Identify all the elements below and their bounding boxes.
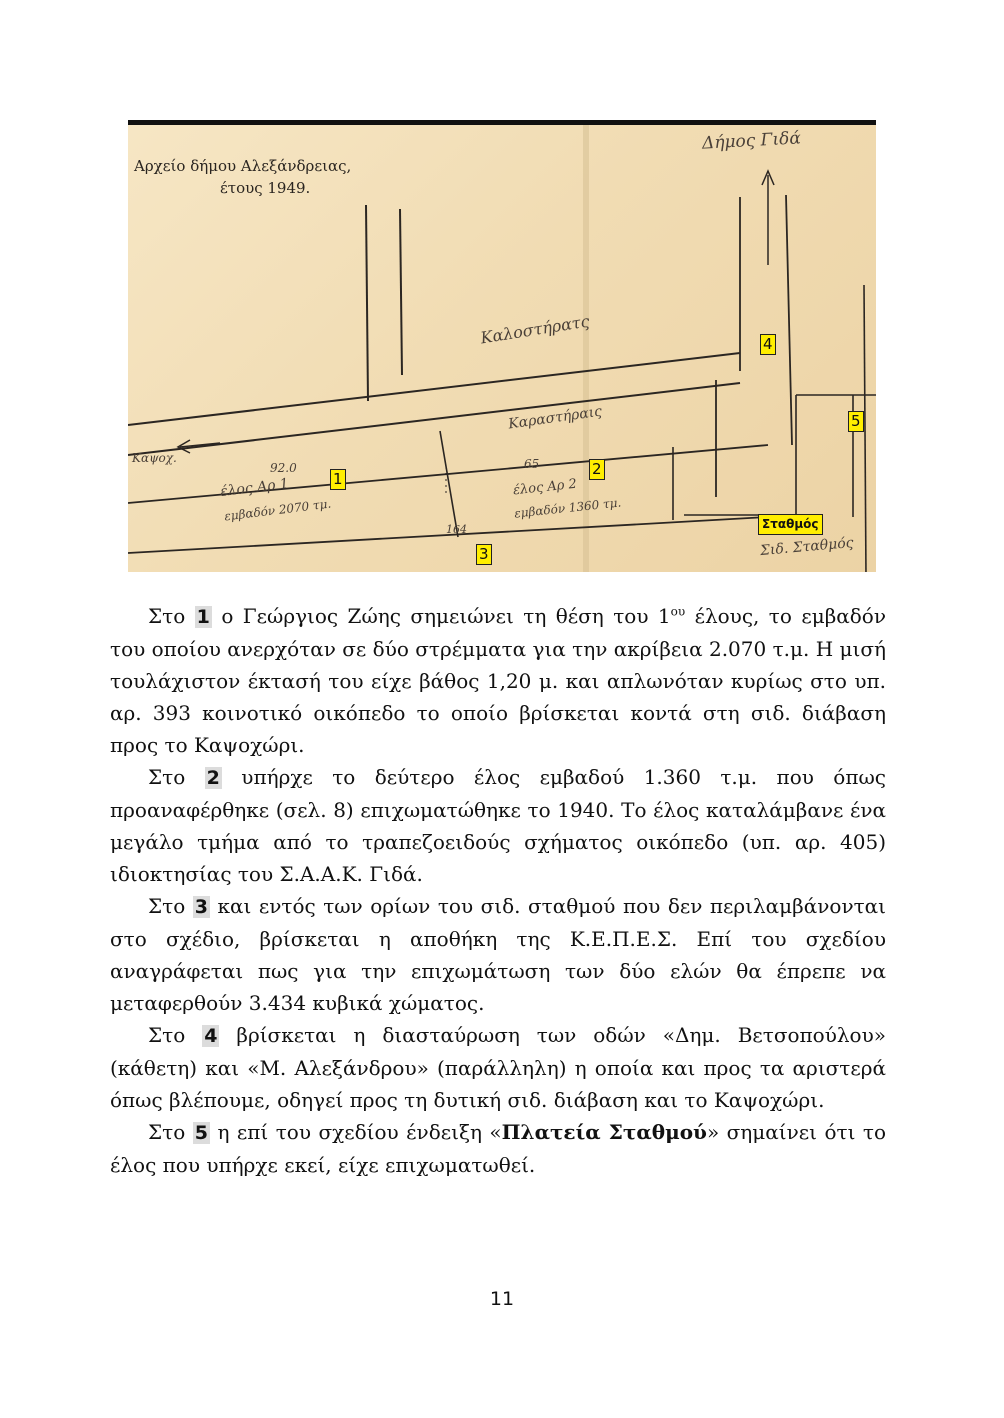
page-number: 11 bbox=[489, 1288, 515, 1310]
p4-text-b: βρίσκεται η διασταύρωση των οδών «Δημ. Βετσοπούλου» (κάθετη) και «Μ. Αλεξάνδρου» (παράλληλη) η οποία και προς τα αριστερά όπως βλέπουμε, οδηγεί προς τη δυτική σιδ. διάβαση και το Καψοχώρι. bbox=[110, 1023, 886, 1112]
map-marker-station: Σταθμός bbox=[758, 514, 823, 535]
map-caption-line2: έτους 1949. bbox=[220, 179, 311, 197]
hand-number-164: 164 bbox=[446, 523, 467, 536]
hand-number-65: 65 bbox=[524, 457, 540, 471]
p5-text-c: » σημαίνει ότι το έλος που υπήρχε εκεί, είχε επιχωματωθεί. bbox=[110, 1120, 887, 1177]
p1-marker-number: 1 bbox=[196, 606, 210, 628]
map-caption bbox=[134, 155, 351, 199]
hand-number-92: 92.0 bbox=[270, 461, 297, 475]
p5-bold-phrase: Πλατεία Σταθμού bbox=[501, 1120, 707, 1144]
hand-label-street2: Καραστήραις bbox=[507, 403, 603, 433]
p2-marker-number: 2 bbox=[206, 767, 220, 789]
p5-marker-number: 5 bbox=[194, 1122, 208, 1144]
hand-label-kapsoxori: Καψοχ. bbox=[132, 451, 177, 465]
hand-label-elos2: έλος Αρ 2 bbox=[512, 476, 578, 499]
hand-label-elos2-area: εμβαδόν 1360 τμ. bbox=[513, 495, 622, 521]
map-marker-5: 5 bbox=[848, 411, 864, 432]
archive-map-figure bbox=[128, 120, 876, 572]
map-marker-2: 2 bbox=[589, 459, 605, 480]
hand-label-dimos-gida: Δήμος Γιδά bbox=[701, 128, 802, 154]
paragraph-4 bbox=[110, 1019, 886, 1116]
hand-label-station: Σιδ. Σταθμός bbox=[759, 534, 855, 560]
paragraph-5 bbox=[110, 1116, 886, 1181]
map-marker-3: 3 bbox=[476, 544, 492, 565]
hand-label-elos1: έλος Αρ 1 bbox=[219, 475, 290, 501]
map-marker-4: 4 bbox=[760, 334, 776, 355]
p5-text-a: Στο bbox=[148, 1120, 193, 1144]
paragraph-2 bbox=[110, 761, 886, 890]
p1-text-a: Στο bbox=[148, 604, 195, 628]
paragraph-3 bbox=[110, 890, 886, 1019]
map-marker-1: 1 bbox=[330, 469, 346, 490]
p5-text-b: η επί του σχεδίου ένδειξη « bbox=[209, 1120, 502, 1144]
paragraph-1 bbox=[110, 600, 886, 761]
p1-text-b: ο Γεώργιος Ζώης σημειώνει τη θέση του 1 bbox=[211, 604, 671, 628]
p4-marker-number: 4 bbox=[204, 1025, 218, 1047]
body-text bbox=[110, 600, 886, 1181]
p1-superscript: ου bbox=[670, 604, 686, 619]
p1-text-c: έλους, το εμβαδόν του οποίου ανερχόταν σε δύο στρέμματα για την ακρίβεια 2.070 τ.μ. Η μισή τουλάχιστον έκτασή του είχε βάθος 1,20 μ. και απλωνόταν κυρίως στο υπ. αρ. 393 κοινοτικό οικόπεδο το οποίο βρίσκεται κοντά στη σιδ. διάβαση προς το Καψοχώρι. bbox=[110, 604, 887, 757]
p3-text-a: Στο bbox=[148, 894, 193, 918]
p2-text-b: υπήρχε το δεύτερο έλος εμβαδού 1.360 τ.μ. που όπως προαναφέρθηκε (σελ. 8) επιχωματώθηκε το 1940. Το έλος καταλάμβανε ένα μεγάλο τμήμα από το τραπεζοειδούς σχήματος οικόπεδο (υπ. αρ. 405) ιδιοκτησίας του Σ.Α.Α.Κ. Γιδά. bbox=[110, 765, 886, 886]
hand-label-elos1-area: εμβαδόν 2070 τμ. bbox=[223, 496, 332, 524]
map-caption-line1: Αρχείο δήμου Αλεξάνδρειας, bbox=[134, 157, 352, 175]
p2-text-a: Στο bbox=[148, 765, 205, 789]
p4-text-a: Στο bbox=[148, 1023, 203, 1047]
p3-marker-number: 3 bbox=[194, 896, 208, 918]
hand-label-street1: Καλοστήρατς bbox=[479, 311, 591, 348]
p3-text-b: και εντός των ορίων του σιδ. σταθμού που δεν περιλαμβάνονται στο σχέδιο, βρίσκεται η αποθήκη της Κ.Ε.Π.Ε.Σ. Επί του σχεδίου αναγράφεται πως για την επιχωμάτωση των δύο ελών θα έπρεπε να μεταφερθούν 3.434 κυβικά χώματος. bbox=[110, 894, 887, 1015]
